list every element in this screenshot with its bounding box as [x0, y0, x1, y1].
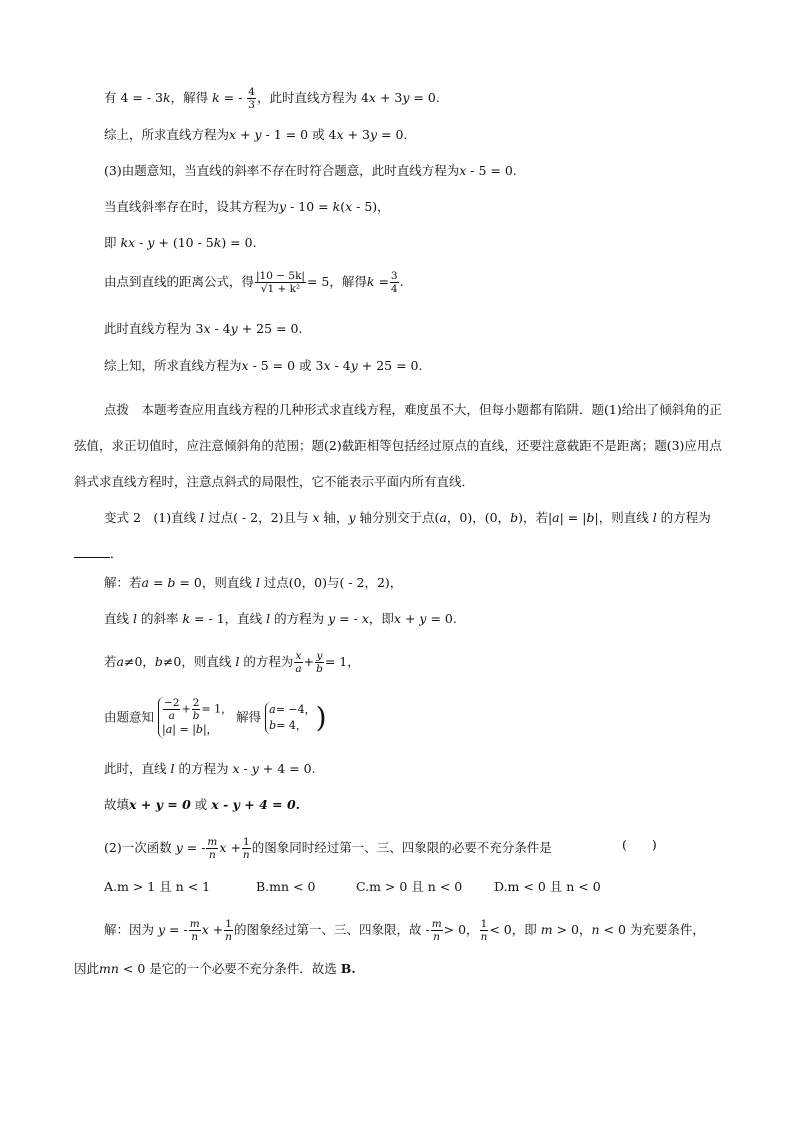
- solution-line-4: [104, 694, 327, 740]
- text: = -: [186, 840, 206, 855]
- text: + 4 = 0.: [262, 761, 316, 776]
- solution-line-5: 此时，直线 l 的方程为 x - y + 4 = 0.: [104, 761, 316, 776]
- equation-system: $\frac{-2}{a}$ + $\frac{2}{b}$ = 1， |a| = |b|，: [158, 697, 232, 738]
- text: 即: [104, 235, 117, 250]
- text: .: [399, 274, 404, 289]
- text: 为: [698, 510, 711, 525]
- line-8: 综上知，所求直线方程为x - 5 = 0 或 3x - 4y + 25 = 0.: [104, 358, 423, 373]
- line-3: (3)由题意知，当直线的斜率不存在时符合题意，此时直线方程为x - 5 = 0.: [104, 163, 517, 178]
- text: (3)由题意知，当直线的斜率不存在时符合题意，此时直线方程为: [104, 163, 460, 178]
- text: ．: [110, 546, 123, 561]
- line-1: 有 4 = - 3k，解得 k = - $\frac{4}{3}$ ，此时直线方程为 4x + 3y = 0.: [104, 86, 440, 111]
- text: 的斜率: [140, 611, 179, 626]
- text: - 10 =: [290, 199, 329, 214]
- option-b[interactable]: B.mn < 0: [256, 879, 316, 894]
- text: - 4: [334, 358, 351, 373]
- text: - 5 = 0.: [470, 163, 517, 178]
- fraction: $\frac{3}{4}$: [390, 270, 398, 295]
- text: +: [404, 611, 416, 626]
- option-a[interactable]: A.m > 1 且 n < 1: [104, 879, 211, 894]
- line-2: 综上，所求直线方程为x + y - 1 = 0 或 4x + 3y = 0.: [104, 127, 408, 142]
- solution-line-6: [104, 796, 300, 814]
- fraction: $\frac{y}{b}$: [316, 650, 323, 675]
- fraction: $\frac{1}{n}$: [480, 918, 488, 943]
- text: + 25 = 0.: [241, 321, 303, 336]
- text: = 0.: [430, 611, 457, 626]
- text: -: [139, 235, 144, 250]
- text: = 1，: [324, 654, 360, 669]
- text: 的图象经过第一、三、四象限，故 -: [233, 922, 430, 937]
- text: 轴分别交于点(: [359, 510, 440, 525]
- answer-paren: [622, 836, 657, 854]
- text: ，即: [368, 611, 394, 626]
- text: +: [303, 654, 315, 669]
- text: = - 1，直线: [194, 611, 263, 626]
- text: )，若|: [518, 510, 553, 525]
- line-4: 当直线斜率存在时，设其方程为y - 10 = k(x - 5)，: [104, 199, 390, 214]
- right-paren: ): [315, 700, 327, 734]
- text: 的方程为: [243, 654, 294, 669]
- text: +: [212, 922, 224, 937]
- fraction: $\frac{1}{n}$: [225, 918, 232, 943]
- option-c[interactable]: C.m > 0 且 n < 0: [356, 879, 463, 894]
- text: = 0.: [381, 127, 408, 142]
- text: = -: [169, 922, 188, 937]
- text: ≠0，: [123, 654, 155, 669]
- text: ，此时直线方程为 4: [256, 90, 369, 105]
- fraction: $\frac{m}{n}$: [207, 836, 218, 861]
- text: ) = 0.: [221, 235, 257, 250]
- text: 过点( - 2，2)且与: [208, 510, 309, 525]
- text: 综上知，所求直线方程为: [104, 358, 242, 373]
- text: |，则直线: [594, 510, 649, 525]
- answer-choice: B.: [340, 961, 356, 976]
- solution-line-3: 若a≠0，b≠0，则直线 l 的方程为 $\frac{x}{a}$ + $\frac{y}{b}$ = 1，: [104, 650, 360, 675]
- fraction: $\frac{m}{n}$: [189, 918, 200, 943]
- answer-2-line-2: 因此mn < 0 是它的一个必要不充分条件．故选 B.: [74, 961, 356, 976]
- text: 由题意知: [104, 709, 155, 725]
- text: < 0 是它的一个必要不充分条件．故选: [122, 961, 337, 976]
- text: 由点到直线的距离公式，得: [104, 274, 255, 289]
- text: 综上，所求直线方程为: [104, 127, 230, 142]
- answer-1: x + y = 0: [129, 797, 191, 812]
- text: = 5，解得: [306, 274, 367, 289]
- text: < 0，即: [489, 922, 537, 937]
- result-system: a= −4， b= 4，: [265, 702, 316, 734]
- distance-fraction: $\frac{|10 - 5k|}{\text{√1 + k²}}$: [256, 270, 305, 295]
- text: < 0 为充要条件，: [603, 922, 705, 937]
- text: 解：因为: [104, 922, 155, 937]
- answer-2-line-1: 解：因为 y = - $\frac{m}{n}$ x + $\frac{1}{n}$ 的图象经过第一、三、四象限，故 - $\frac{m}{n}$ > 0， $\frac{1}{n}$ < 0，即 m > 0，n < 0 为充要条件，: [104, 918, 705, 943]
- text: 点拨 本题考查应用直线方程的几种形式求直线方程，难度虽不大，但每小题都有陷阱．题(1)给出了倾斜角的正弦值，求正切值时，应注意倾斜角的范围；题(2)截距相等包括经过原点的直线，还要注意截距不是距离；题(3)应用点斜式求直线方程时，注意点斜式的局限性，它不能表示平面内所有直线．: [74, 402, 722, 489]
- text: + (10 - 5: [158, 235, 214, 250]
- text: 的方程为: [274, 611, 325, 626]
- text: 若: [104, 654, 117, 669]
- text: = -: [339, 611, 358, 626]
- text: +: [240, 127, 251, 142]
- fraction: $\frac{m}{n}$: [431, 918, 442, 943]
- text: 的方程: [660, 510, 699, 525]
- text: > 0，: [443, 922, 479, 937]
- text: - 4: [214, 321, 231, 336]
- line-5: 即 kx - y + (10 - 5k) = 0.: [104, 235, 257, 250]
- text: 或: [194, 797, 208, 812]
- fraction: $\frac{x}{a}$: [295, 650, 302, 675]
- answer-blank[interactable]: [74, 545, 110, 558]
- line-6: 由点到直线的距离公式，得 $\frac{|10 - 5k|}{\text{√1 + k²}}$ = 5，解得k = $\frac{3}{4}$ .: [104, 270, 404, 295]
- text: ，解得: [170, 90, 209, 105]
- text: + 25 = 0.: [361, 358, 423, 373]
- answer-2: x - y + 4 = 0.: [211, 797, 300, 812]
- text: ( ): [622, 837, 657, 852]
- text: 此时，直线: [104, 761, 167, 776]
- text: 当直线斜率存在时，设其方程为: [104, 199, 280, 214]
- text: = 0.: [413, 90, 440, 105]
- text: + 3: [347, 127, 370, 142]
- text: | = |: [559, 510, 587, 525]
- fraction: $\frac{1}{n}$: [242, 836, 250, 861]
- solution-line-2: 直线 l 的斜率 k = - 1，直线 l 的方程为 y = - x，即x + y = 0.: [104, 611, 457, 626]
- text: =: [378, 274, 389, 289]
- text: 有 4 = - 3: [104, 90, 163, 105]
- text: 解得: [236, 709, 262, 725]
- text: + 3: [379, 90, 403, 105]
- text: ，0)，(0，: [446, 510, 511, 525]
- text: 的图象同时经过第一、三、四象限的必要不充分条件是: [251, 840, 552, 855]
- variant-2-question: 变式 2 (1)直线 l 过点( - 2，2)且与 x 轴，y 轴分别交于点(a，0)，(0，b)，若|a| = |b|，则直线 l 的方程为．: [74, 500, 734, 572]
- text: 故填: [104, 797, 130, 812]
- line-7: 此时直线方程为 3x - 4y + 25 = 0.: [104, 321, 303, 336]
- text: 过点(0，0)与( - 2，2)，: [263, 575, 403, 590]
- solution-line-1: 解：若a = b = 0，则直线 l 过点(0，0)与( - 2，2)，: [104, 575, 403, 590]
- text: - 5)，: [356, 199, 390, 214]
- text: - 5 = 0 或 3: [252, 358, 324, 373]
- text: = 0，则直线: [179, 575, 252, 590]
- text: - 1 = 0 或 4: [265, 127, 337, 142]
- text: ≠0，则直线: [162, 654, 232, 669]
- text: (2)一次函数: [104, 840, 172, 855]
- text: -: [243, 761, 248, 776]
- text: +: [230, 840, 241, 855]
- text: 解：若: [104, 575, 142, 590]
- text: 的方程为: [178, 761, 229, 776]
- text: = -: [223, 90, 243, 105]
- text: 因此: [74, 961, 100, 976]
- text: 轴，: [323, 510, 349, 525]
- text: > 0，: [556, 922, 592, 937]
- text: =: [152, 575, 164, 590]
- note-paragraph: [74, 392, 734, 500]
- text: 变式 2 (1)直线: [104, 510, 197, 525]
- option-d[interactable]: D.m < 0 且 n < 0: [494, 879, 601, 894]
- question-2: (2)一次函数 y = - $\frac{m}{n}$ x + $\frac{1}{n}$ 的图象同时经过第一、三、四象限的必要不充分条件是: [104, 836, 552, 861]
- text: 直线: [104, 611, 130, 626]
- fraction: $\frac{4}{3}$: [248, 86, 255, 111]
- text: 此时直线方程为 3: [104, 321, 204, 336]
- text: (: [340, 199, 346, 214]
